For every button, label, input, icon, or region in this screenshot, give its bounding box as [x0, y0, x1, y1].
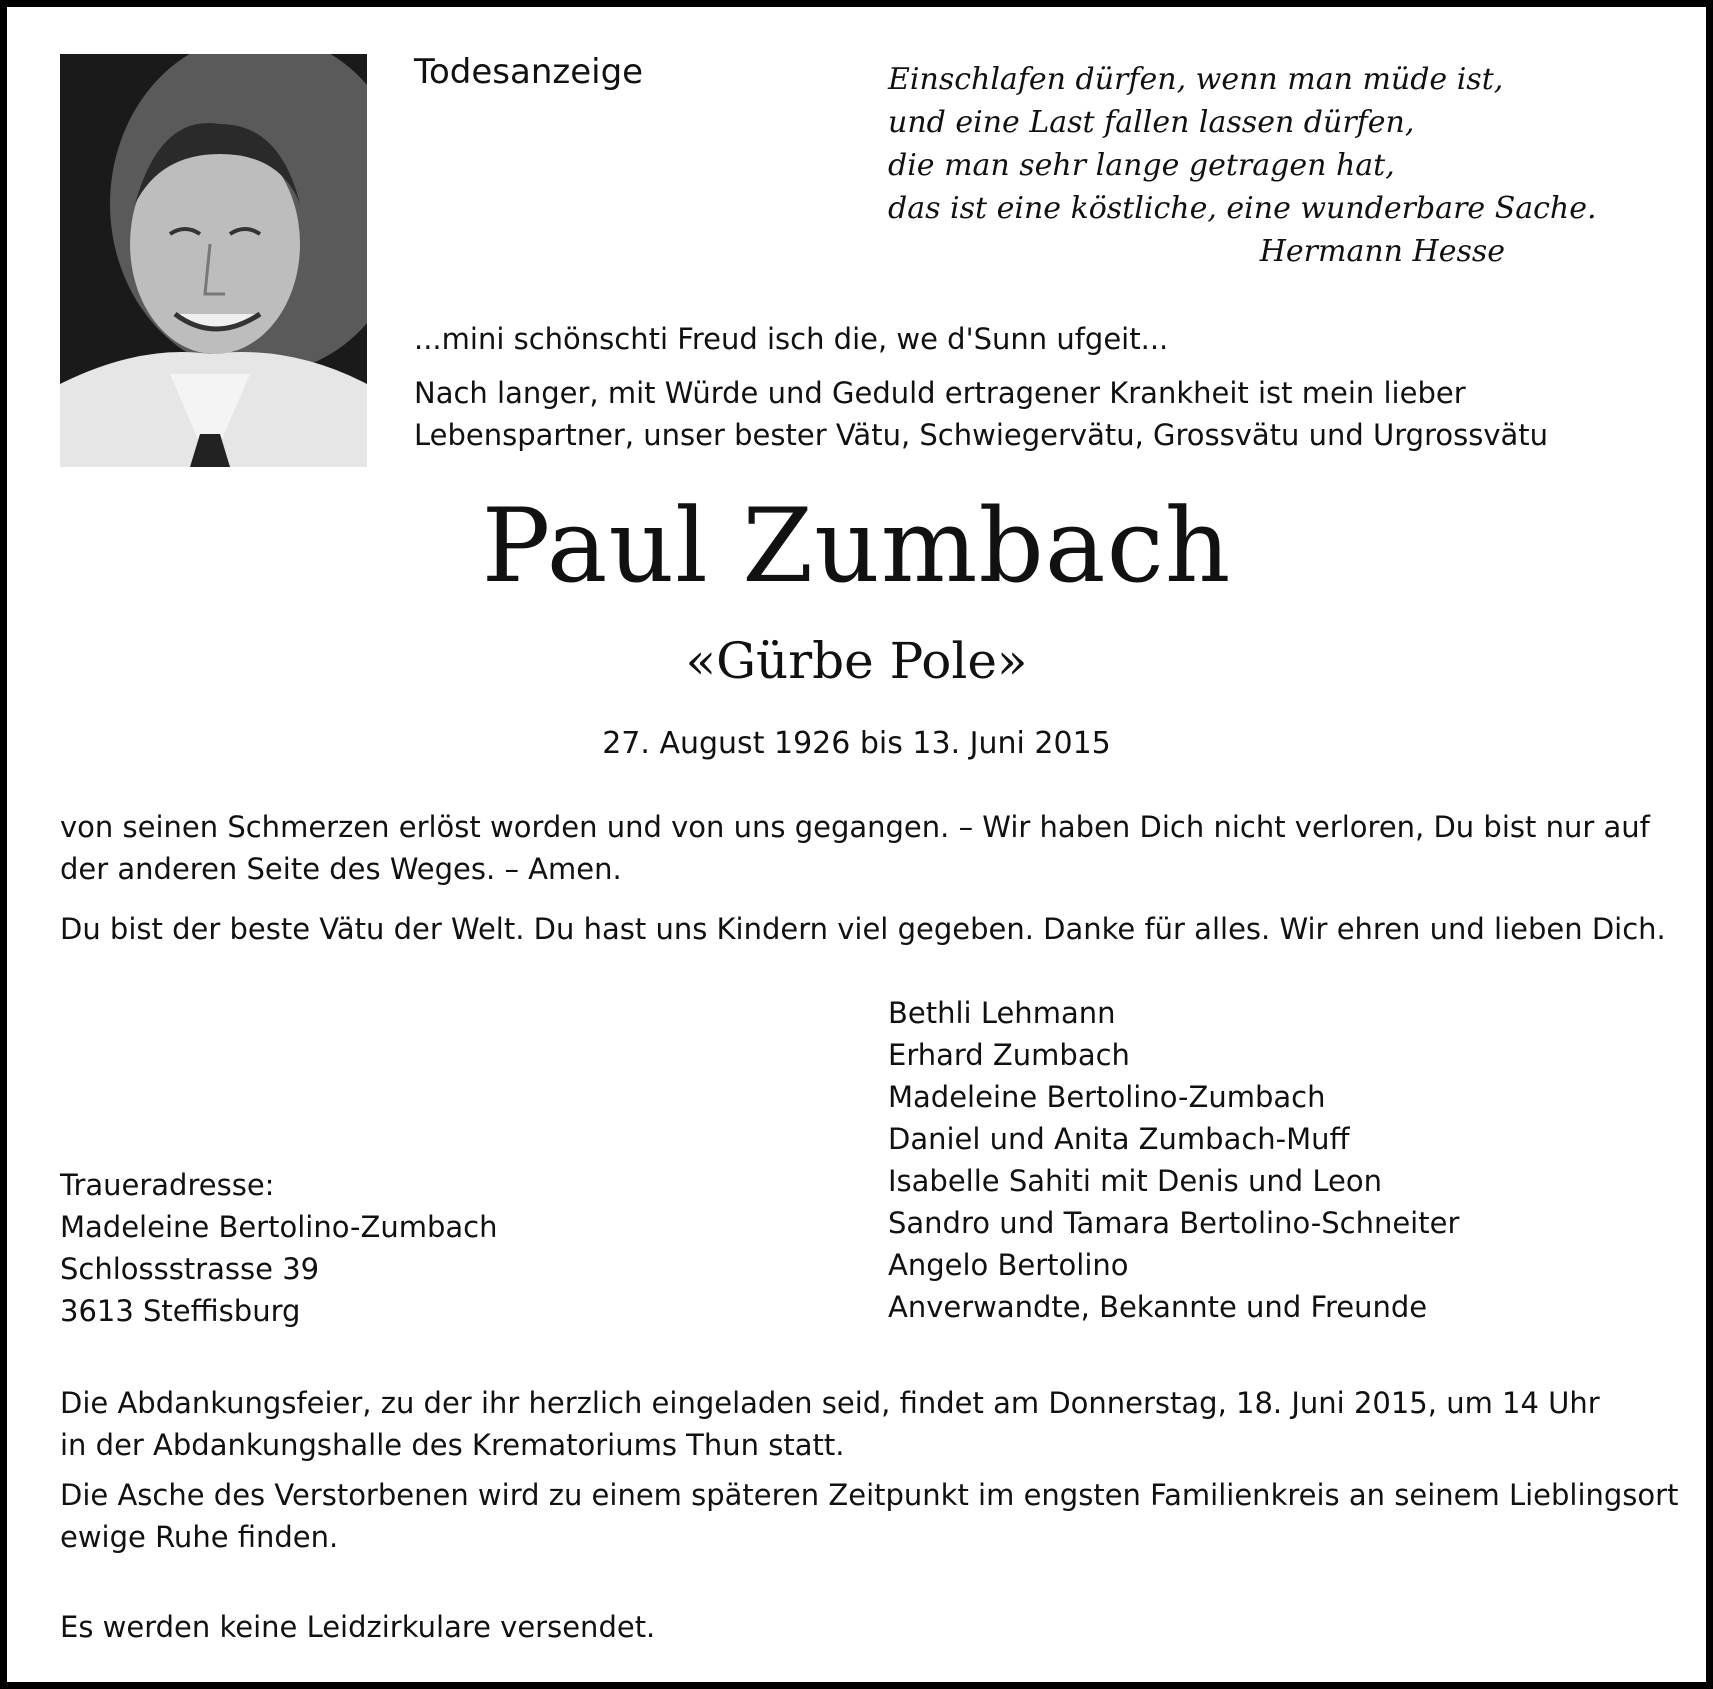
- mourner-item: Erhard Zumbach: [888, 1038, 1130, 1072]
- mourning-address: [60, 1164, 497, 1332]
- mourner-item: Anverwandte, Bekannte und Freunde: [888, 1290, 1428, 1324]
- ceremony-line: Die Abdankungsfeier, zu der ihr herzlich eingeladen seid, findet am Donnerstag, 18. Juni 2015, um 14 Uhr: [60, 1386, 1600, 1420]
- intro-block: [414, 372, 1548, 456]
- quote-line: die man sehr lange getragen hat,: [888, 148, 1395, 183]
- portrait-figure: [60, 54, 367, 467]
- mourner-item: Sandro und Tamara Bertolino-Schneiter: [888, 1206, 1460, 1240]
- deceased-nickname: «Gürbe Pole»: [685, 632, 1028, 690]
- intro-line: Lebenspartner, unser bester Vätu, Schwiegervätu, Grossvätu und Urgrossvätu: [414, 418, 1549, 452]
- ceremony-line: in der Abdankungshalle des Krematoriums Thun statt.: [60, 1428, 845, 1462]
- ashes-block: [60, 1474, 1679, 1558]
- intro-line: Nach langer, mit Würde und Geduld ertragener Krankheit ist mein lieber: [414, 376, 1466, 410]
- quote-block: [888, 58, 1597, 230]
- address-line: Madeleine Bertolino-Zumbach: [60, 1210, 498, 1244]
- tribute-line: Du bist der beste Vätu der Welt. Du hast uns Kindern viel gegeben. Danke für alles. Wir ehren und lieben Dich.: [60, 912, 1666, 946]
- message-block: [60, 806, 1660, 890]
- ashes-line: ewige Ruhe finden.: [60, 1520, 339, 1554]
- mourner-item: Madeleine Bertolino-Zumbach: [888, 1080, 1326, 1114]
- mourner-item: Isabelle Sahiti mit Denis und Leon: [888, 1164, 1382, 1198]
- ceremony-block: [60, 1382, 1660, 1466]
- mourner-item: Angelo Bertolino: [888, 1248, 1129, 1282]
- closing-note: Es werden keine Leidzirkulare versendet.: [60, 1610, 656, 1644]
- mourners-list: [888, 992, 1459, 1328]
- dialect-line: ...mini schönschti Freud isch die, we d'Sunn ufgeit...: [414, 322, 1169, 356]
- address-line: 3613 Steffisburg: [60, 1294, 301, 1328]
- deceased-name: Paul Zumbach: [481, 487, 1232, 606]
- address-heading: Traueradresse:: [60, 1168, 275, 1202]
- ashes-line: Die Asche des Verstorbenen wird zu einem späteren Zeitpunkt im engsten Familienkreis an seinem Lieblingsort: [60, 1478, 1679, 1512]
- address-line: Schlossstrasse 39: [60, 1252, 320, 1286]
- message-line: der anderen Seite des Weges. – Amen.: [60, 852, 622, 886]
- quote-line: und eine Last fallen lassen dürfen,: [888, 105, 1415, 140]
- mourner-item: Bethli Lehmann: [888, 996, 1116, 1030]
- portrait-photo: [60, 54, 367, 467]
- notice-label: Todesanzeige: [414, 52, 644, 92]
- quote-author: Hermann Hesse: [1259, 234, 1505, 269]
- quote-line: das ist eine köstliche, eine wunderbare Sache.: [888, 191, 1597, 226]
- quote-line: Einschlafen dürfen, wenn man müde ist,: [888, 62, 1504, 97]
- mourner-item: Daniel und Anita Zumbach-Muff: [888, 1122, 1350, 1156]
- life-dates: 27. August 1926 bis 13. Juni 2015: [602, 726, 1111, 761]
- message-line: von seinen Schmerzen erlöst worden und von uns gegangen. – Wir haben Dich nicht verloren, Du bist nur auf: [60, 810, 1650, 844]
